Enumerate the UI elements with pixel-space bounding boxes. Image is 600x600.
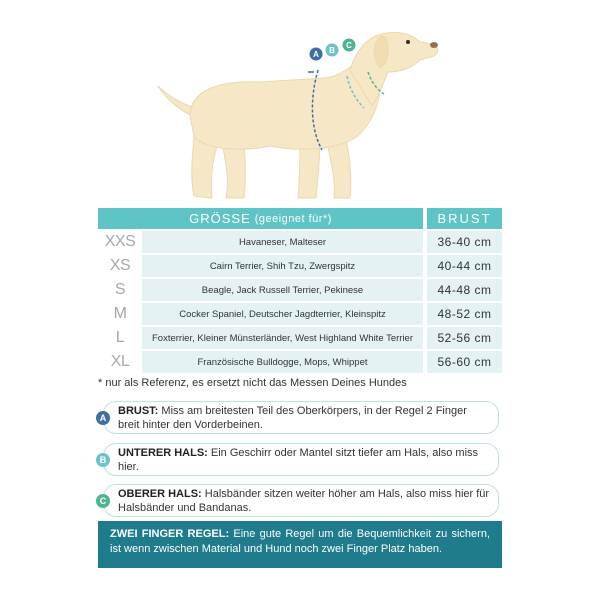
size-label: S <box>114 281 126 298</box>
breeds-cell: Französische Bulldogge, Mops, Whippet <box>142 351 423 373</box>
size-label: XS <box>109 257 131 274</box>
breeds-cell: Cocker Spaniel, Deutscher Jagdterrier, Kleinspitz <box>142 303 423 325</box>
badge-c-icon: C <box>96 494 110 508</box>
breeds-cell: Cairn Terrier, Shih Tzu, Zwergspitz <box>142 255 423 277</box>
size-table <box>98 208 502 373</box>
table-row <box>98 303 502 325</box>
measure-text: Miss am breitesten Teil des Oberkörpers, in der Regel 2 Finger breit hinter den Vorderbeinen. <box>118 404 467 431</box>
badge-b-icon <box>326 44 339 57</box>
breeds-cell: Beagle, Jack Russell Terrier, Pekinese <box>142 279 423 301</box>
measure-lower-neck <box>99 443 499 476</box>
measure-title: UNTERER HALS: <box>118 446 208 459</box>
chest-cell: 40-44 cm <box>427 255 502 277</box>
header-size-note: (geeignet für*) <box>254 212 332 225</box>
chest-cell: 56-60 cm <box>427 351 502 373</box>
dog-illustration <box>150 28 450 203</box>
rule-title: ZWEI FINGER REGEL: <box>110 528 230 540</box>
size-label: L <box>115 329 125 346</box>
size-label: XXS <box>104 233 136 250</box>
table-row <box>98 279 502 301</box>
badge-c-icon <box>343 39 356 52</box>
reference-note: * nur als Referenz, es ersetzt nicht das Messen Deines Hundes <box>98 377 407 389</box>
table-row <box>98 255 502 277</box>
badge-b-icon: B <box>96 453 110 467</box>
size-label: XL <box>110 353 130 370</box>
size-label: M <box>113 305 127 322</box>
measure-upper-neck <box>99 484 499 517</box>
chest-cell: 48-52 cm <box>427 303 502 325</box>
measure-text: Ein Geschirr oder Mantel sitzt tiefer am Hals, also miss hier. <box>118 446 479 473</box>
measure-title: OBERER HALS: <box>118 487 202 500</box>
two-finger-rule <box>98 521 502 568</box>
badge-a-icon <box>310 48 323 61</box>
measure-text: Halsbänder sitzen weiter höher am Hals, also miss hier für Halsbänder und Bandanas. <box>118 487 490 514</box>
breeds-cell: Foxterrier, Kleiner Münsterländer, West Highland White Terrier <box>142 327 423 349</box>
header-chest: BRUST <box>427 208 502 229</box>
table-row <box>98 351 502 373</box>
chest-cell: 52-56 cm <box>427 327 502 349</box>
measure-title: BRUST: <box>118 404 159 417</box>
breeds-cell: Havaneser, Malteser <box>142 231 423 253</box>
svg-text:B: B <box>329 46 335 55</box>
table-row <box>98 231 502 253</box>
chest-cell: 44-48 cm <box>427 279 502 301</box>
table-row <box>98 327 502 349</box>
rule-text: Eine gute Regel um die Bequemlichkeit zu sichern, ist wenn zwischen Material und Hund noch zwei Finger Platz haben. <box>110 528 491 555</box>
svg-text:A: A <box>313 50 319 59</box>
table-header <box>98 208 502 229</box>
chest-cell: 36-40 cm <box>427 231 502 253</box>
header-size: GRÖSSE (geeignet für*) <box>98 208 423 229</box>
svg-text:C: C <box>346 41 352 50</box>
badge-a-icon: A <box>96 411 110 425</box>
measure-chest <box>99 401 499 434</box>
